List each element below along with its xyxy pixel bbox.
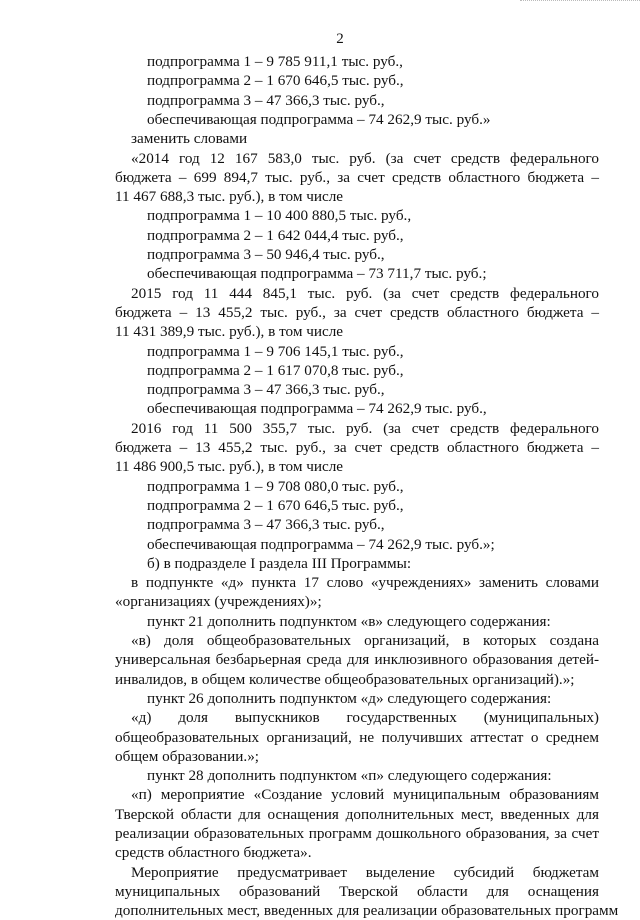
text-line: общем образовании.»; xyxy=(115,747,260,765)
text-line: пункт 21 дополнить подпунктом «в» следующего содержания: xyxy=(147,612,551,630)
text-line: подпрограмма 3 – 47 366,3 тыс. руб., xyxy=(147,516,385,534)
text-line: 11 431 389,9 тыс. руб.), в том числе xyxy=(115,323,344,341)
text-line: реализации образовательных программ дошкольного образования, за счет xyxy=(115,825,599,842)
text-line: 2015 год 11 444 845,1 тыс. руб. (за счет средств федерального xyxy=(131,284,599,302)
text-line: подпрограмма 2 – 1 617 070,8 тыс. руб., xyxy=(147,361,404,379)
text-line: инвалидов, в общем количестве общеобразовательных организаций).»; xyxy=(115,670,575,688)
text-line: «в) доля общеобразовательных организаций, в которых создана xyxy=(131,632,599,649)
scan-edge-mark xyxy=(520,0,640,5)
text-line: общеобразовательных организаций, не получивших аттестат о среднем xyxy=(115,728,599,746)
text-line: бюджета – 13 455,2 тыс. руб., за счет средств областного бюджета – xyxy=(115,439,599,456)
text-line: подпрограмма 3 – 47 366,3 тыс. руб., xyxy=(147,91,385,109)
text-line: подпрограмма 1 – 10 400 880,5 тыс. руб., xyxy=(147,207,412,225)
text-line: подпрограмма 3 – 50 946,4 тыс. руб., xyxy=(147,246,385,263)
text-line: бюджета – 699 894,7 тыс. руб., за счет средств областного бюджета – xyxy=(115,168,599,186)
text-line: Мероприятие предусматривает выделение субсидий бюджетам xyxy=(131,863,599,881)
text-line: подпрограмма 3 – 47 366,3 тыс. руб., xyxy=(147,381,385,399)
page-number: 2 xyxy=(336,31,344,47)
text-line: «п) мероприятие «Создание условий муниципальным образованиям xyxy=(131,786,599,804)
text-line: Тверской области для оснащения дополнительных мест, введенных для xyxy=(115,805,599,823)
text-line: пункт 28 дополнить подпунктом «п» следующего содержания: xyxy=(147,767,552,785)
text-line: «организациях (учреждениях)»; xyxy=(115,593,322,611)
text-line: дополнительных мест, введенных для реализации образовательных программ xyxy=(115,902,619,920)
text-line: подпрограмма 1 – 9 708 080,0 тыс. руб., xyxy=(147,477,404,495)
text-line: заменить словами xyxy=(131,130,248,148)
text-line: «д) доля выпускников государственных (муниципальных) xyxy=(131,709,599,727)
text-line: обеспечивающая подпрограмма – 74 262,9 тыс. руб., xyxy=(147,400,487,418)
text-line: в подпункте «д» пункта 17 слово «учреждениях» заменить словами xyxy=(131,574,599,592)
text-line: подпрограмма 2 – 1 670 646,5 тыс. руб., xyxy=(147,72,404,90)
text-line: 11 467 688,3 тыс. руб.), в том числе xyxy=(115,188,344,206)
text-line: универсальная безбарьерная среда для инклюзивного образования детей- xyxy=(115,651,599,669)
text-line: 11 486 900,5 тыс. руб.), в том числе xyxy=(115,458,344,476)
text-line: обеспечивающая подпрограмма – 73 711,7 тыс. руб.; xyxy=(147,265,487,283)
text-line: бюджета – 13 455,2 тыс. руб., за счет средств областного бюджета – xyxy=(115,303,599,321)
text-line: подпрограмма 2 – 1 642 044,4 тыс. руб., xyxy=(147,226,404,244)
text-line: пункт 26 дополнить подпунктом «д» следующего содержания: xyxy=(147,689,552,707)
text-line: муниципальных образований Тверской области для оснащения xyxy=(115,882,599,900)
text-line: подпрограмма 1 – 9 706 145,1 тыс. руб., xyxy=(147,342,404,360)
text-line: обеспечивающая подпрограмма – 74 262,9 тыс. руб.» xyxy=(147,110,491,128)
text-line: средств областного бюджета». xyxy=(115,844,312,862)
text-line: 2016 год 11 500 355,7 тыс. руб. (за счет средств федерального xyxy=(131,419,599,437)
text-line: обеспечивающая подпрограмма – 74 262,9 тыс. руб.»; xyxy=(147,535,495,553)
text-line: «2014 год 12 167 583,0 тыс. руб. (за счет средств федерального xyxy=(131,149,599,167)
text-line: б) в подразделе I раздела III Программы: xyxy=(147,554,412,572)
text-line: подпрограмма 1 – 9 785 911,1 тыс. руб., xyxy=(147,53,403,70)
text-line: подпрограмма 2 – 1 670 646,5 тыс. руб., xyxy=(147,496,404,514)
